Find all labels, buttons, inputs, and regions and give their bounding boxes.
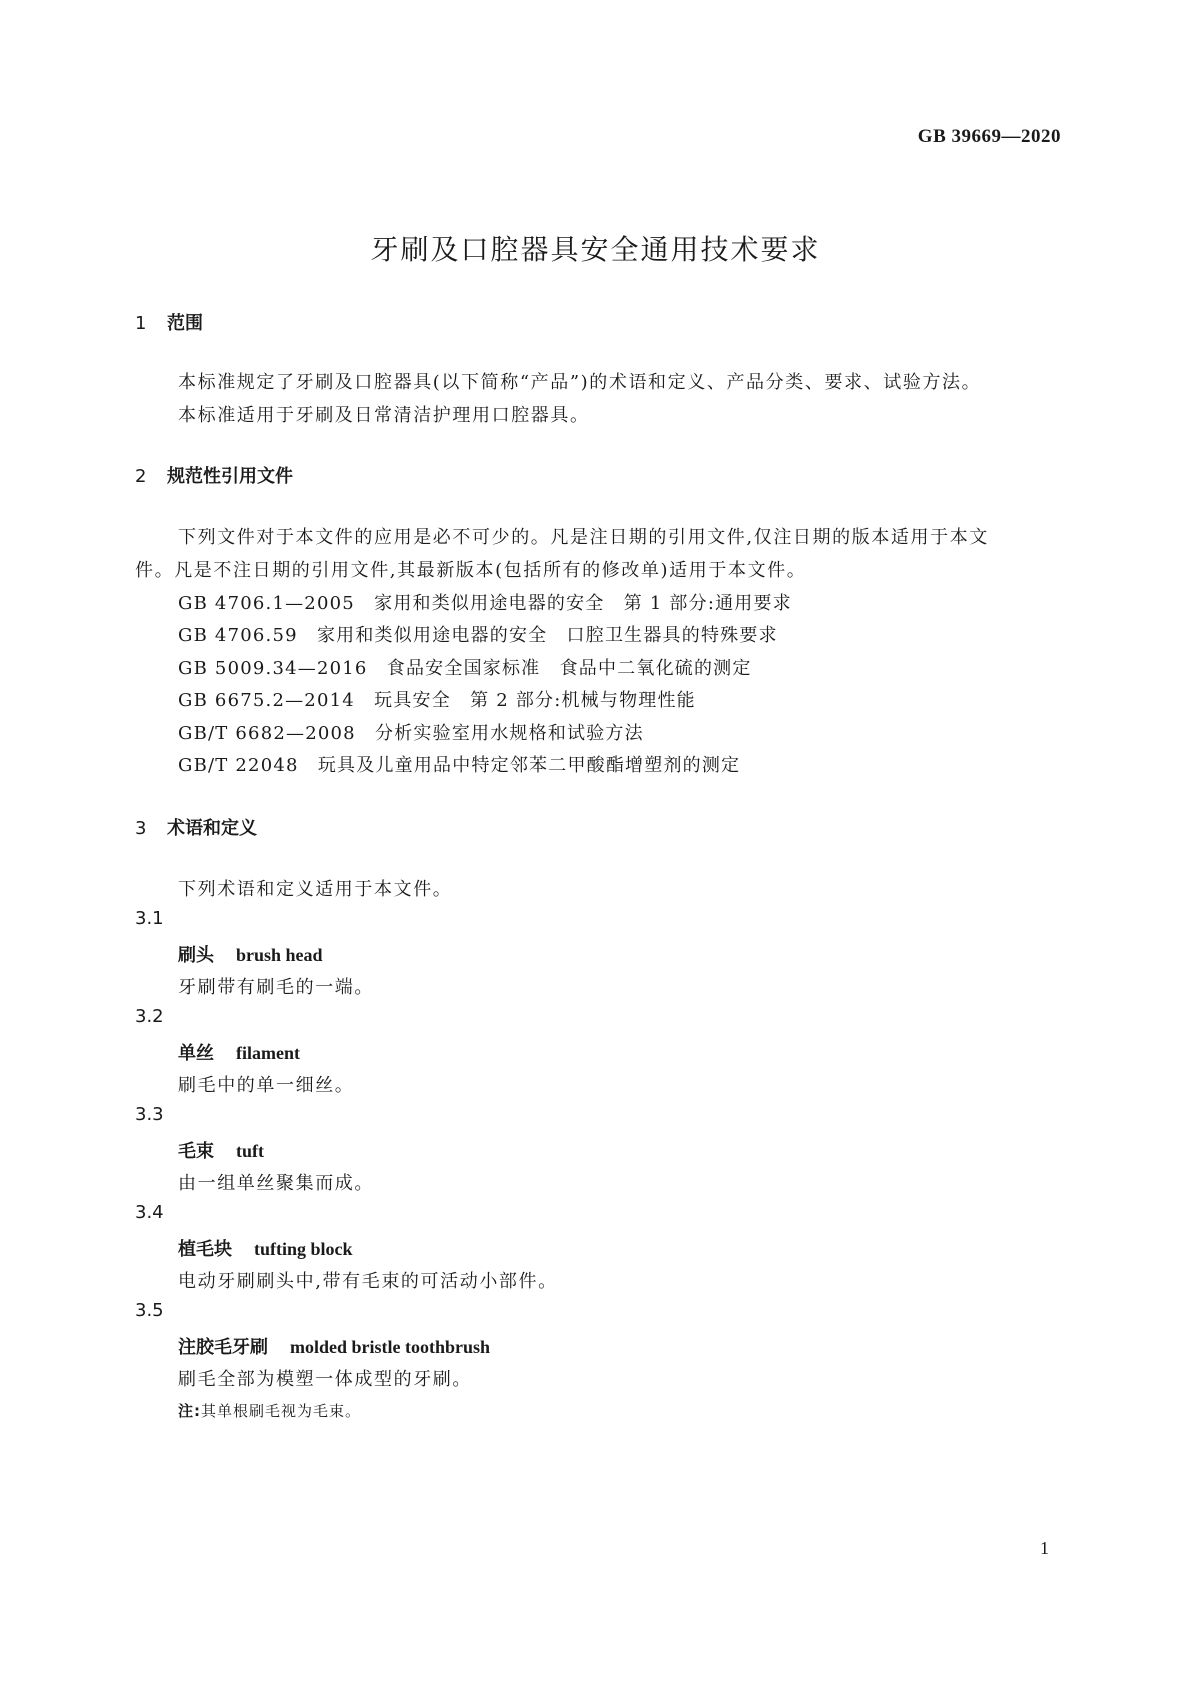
term-definition: 牙刷带有刷毛的一端。 [178,977,374,998]
term-en: tufting block [254,1239,353,1259]
paragraph: 本标准规定了牙刷及口腔器具(以下简称“产品”)的术语和定义、产品分类、要求、试验方法。 [178,372,982,393]
paragraph-line: 件。凡是不注日期的引用文件,其最新版本(包括所有的修改单)适用于本文件。 [135,560,807,581]
term-en: filament [236,1043,300,1063]
reference-item: GB 4706.59 家用和类似用途电器的安全 口腔卫生器具的特殊要求 [178,625,778,646]
reference-item: GB 5009.34—2016 食品安全国家标准 食品中二氧化硫的测定 [178,658,752,679]
term-en: tuft [236,1141,264,1161]
note [178,1400,361,1421]
paragraph: 下列术语和定义适用于本文件。 [178,879,453,900]
page-number: 1 [1040,1538,1049,1558]
document-title: 牙刷及口腔器具安全通用技术要求 [370,233,821,266]
term-number: 3.5 [135,1300,164,1321]
term-entry [178,1235,353,1261]
section-number: 2 [135,466,147,487]
term-zh: 单丝 [178,1043,214,1064]
reference-item: GB 6675.2—2014 玩具安全 第 2 部分:机械与物理性能 [178,690,696,711]
term-entry [178,1039,300,1065]
section-heading-terms-definitions [135,814,257,840]
term-definition: 电动牙刷刷头中,带有毛束的可活动小部件。 [178,1271,558,1292]
reference-item: GB/T 6682—2008 分析实验室用水规格和试验方法 [178,723,644,744]
term-entry [178,941,323,967]
paragraph: 本标准适用于牙刷及日常清洁护理用口腔器具。 [178,405,590,426]
section-title: 范围 [167,313,203,334]
term-number: 3.2 [135,1006,164,1027]
term-en: molded bristle toothbrush [290,1337,491,1357]
term-number: 3.4 [135,1202,164,1223]
section-title: 规范性引用文件 [167,466,293,487]
reference-item: GB 4706.1—2005 家用和类似用途电器的安全 第 1 部分:通用要求 [178,593,792,614]
paragraph-line: 下列文件对于本文件的应用是必不可少的。凡是注日期的引用文件,仅注日期的版本适用于本文 [178,527,989,548]
note-text: 其单根刷毛视为毛束。 [201,1402,362,1420]
section-heading-scope [135,309,203,335]
term-entry [178,1137,264,1163]
term-zh: 毛束 [178,1141,214,1162]
term-zh: 刷头 [178,945,214,966]
term-zh: 注胶毛牙刷 [178,1337,268,1358]
section-number: 1 [135,313,147,334]
note-label: 注: [178,1402,201,1420]
term-definition: 刷毛中的单一细丝。 [178,1075,355,1096]
standard-code: GB 39669—2020 [917,126,1061,147]
section-heading-normative-references [135,462,293,488]
section-number: 3 [135,818,147,839]
term-entry [178,1333,490,1359]
term-definition: 刷毛全部为模塑一体成型的牙刷。 [178,1369,472,1390]
reference-item: GB/T 22048 玩具及儿童用品中特定邻苯二甲酸酯增塑剂的测定 [178,755,741,776]
term-en: brush head [236,945,323,965]
section-title: 术语和定义 [167,818,257,839]
term-zh: 植毛块 [178,1239,232,1260]
term-number: 3.1 [135,908,164,929]
term-number: 3.3 [135,1104,164,1125]
term-definition: 由一组单丝聚集而成。 [178,1173,374,1194]
